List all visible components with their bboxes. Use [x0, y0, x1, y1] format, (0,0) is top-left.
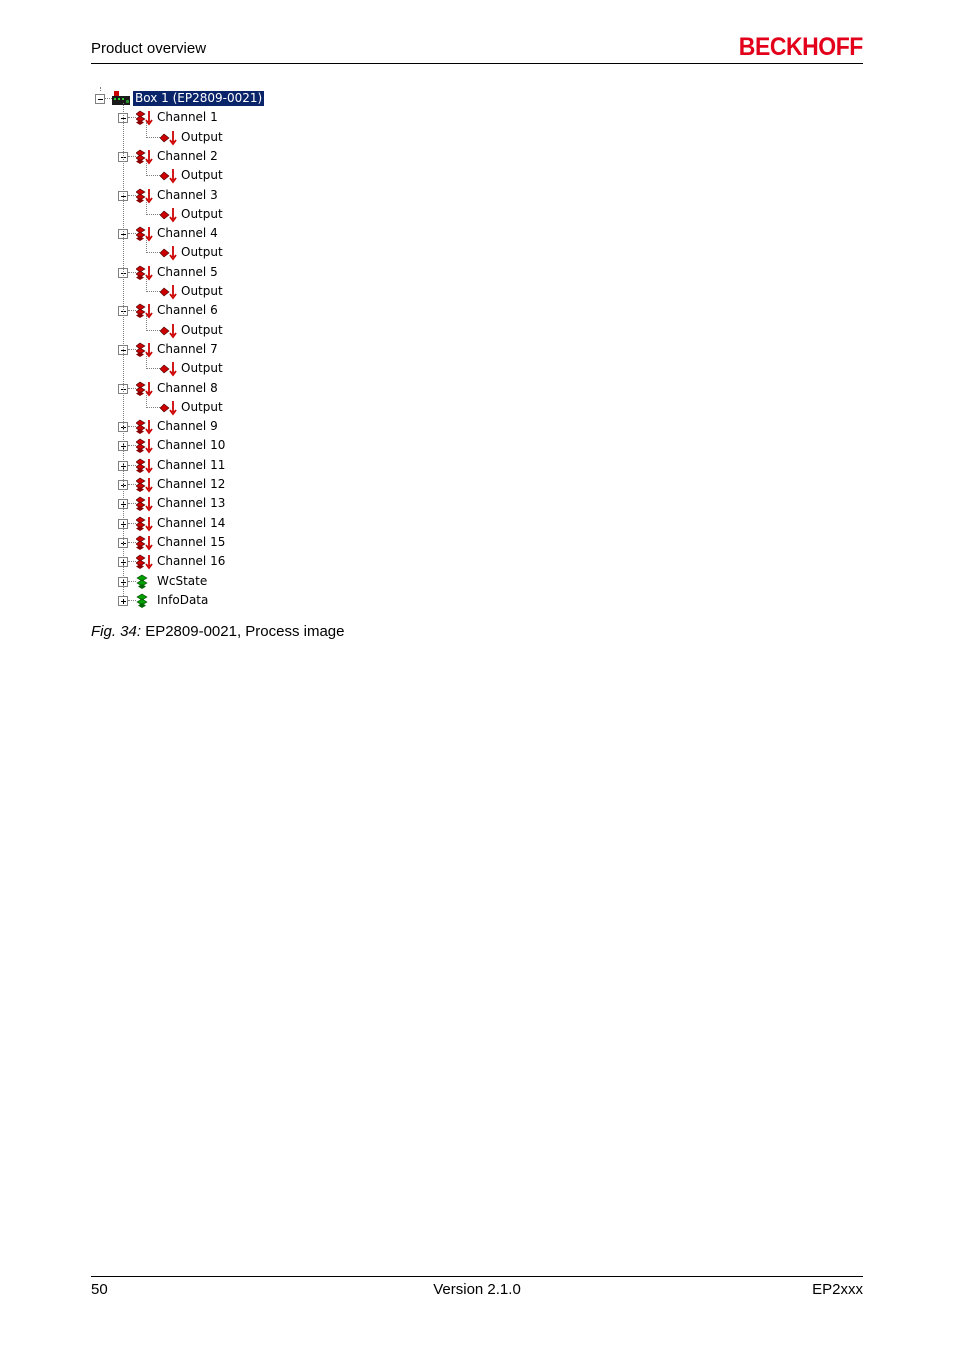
tree-item-channel-12[interactable]: [90, 475, 290, 494]
tree-connector: [128, 445, 136, 446]
tree-node-label: Output: [181, 284, 223, 298]
output-channel-icon: [136, 265, 154, 281]
tree-node-label: WcState: [157, 573, 208, 588]
output-channel-icon: [136, 226, 154, 242]
tree-connector: [146, 175, 160, 176]
output-channel-icon: [136, 554, 154, 570]
tree-node-label: Channel 14: [157, 515, 226, 530]
output-channel-icon: [136, 419, 154, 435]
beckhoff-logo: BECKHOFF: [738, 33, 863, 61]
tree-item-output-6[interactable]: [90, 321, 290, 340]
tree-node-label: Output: [181, 168, 223, 183]
output-variable-icon: [160, 323, 178, 339]
tree-item-channel-9[interactable]: [90, 417, 290, 436]
tree-connector: [128, 484, 136, 485]
output-channel-icon: [136, 496, 154, 512]
tree-node-label: Channel 4: [157, 226, 218, 241]
tree-item-wcstate[interactable]: [90, 572, 290, 591]
tree-item-channel-4[interactable]: [90, 224, 290, 243]
tree-connector: [128, 195, 136, 196]
tree-item-output-3[interactable]: [90, 205, 290, 224]
tree-branch-line: [146, 200, 147, 215]
tree-item-channel-1[interactable]: [90, 108, 290, 127]
tree-node-label: Box 1 (EP2809-0021): [135, 91, 263, 105]
tree-node-label: InfoData: [157, 592, 209, 607]
footer-version: Version 2.1.0: [433, 1281, 521, 1298]
output-channel-icon: [136, 438, 154, 454]
output-channel-icon: [136, 188, 154, 204]
tree-node-label: Channel 10: [157, 438, 226, 453]
tree-item-channel-10[interactable]: [90, 436, 290, 455]
tree-branch-line: [146, 393, 147, 408]
tree-item-channel-16[interactable]: [90, 552, 290, 571]
tree-branch-line: [146, 277, 147, 292]
output-channel-icon: [136, 458, 154, 474]
tree-node-label: Output: [181, 361, 223, 376]
output-channel-icon: [136, 516, 154, 532]
output-channel-icon: [136, 381, 154, 397]
output-channel-icon: [136, 535, 154, 551]
output-variable-icon: [160, 207, 178, 223]
tree-connector: [128, 233, 136, 234]
output-channel-icon: [136, 477, 154, 493]
expand-icon[interactable]: [118, 596, 128, 606]
tree-node-label: Channel 2: [157, 148, 218, 163]
tree-node-label: Channel 12: [157, 477, 226, 491]
figure-caption-text: EP2809-0021, Process image: [145, 623, 345, 640]
footer-page-number: 50: [91, 1281, 108, 1298]
tree-item-channel-14[interactable]: [90, 514, 290, 533]
output-variable-icon: [160, 361, 178, 377]
tree-connector: [128, 581, 136, 582]
process-image-tree: [90, 89, 290, 614]
tree-item-channel-15[interactable]: [90, 533, 290, 552]
tree-connector: [128, 600, 136, 601]
status-variable-icon: [136, 574, 154, 590]
tree-item-channel-2[interactable]: [90, 147, 290, 166]
figure-caption-label: Fig. 34:: [91, 623, 142, 640]
tree-item-output-2[interactable]: [90, 166, 290, 185]
tree-connector: [128, 310, 136, 311]
tree-connector: [146, 137, 160, 138]
tree-connector: [128, 156, 136, 157]
box-module-icon: [112, 91, 130, 107]
tree-connector: [146, 330, 160, 331]
header-rule: [91, 63, 863, 64]
tree-connector: [128, 349, 136, 350]
tree-branch-line: [146, 354, 147, 369]
tree-node-label: Output: [181, 245, 223, 260]
output-variable-icon: [160, 168, 178, 184]
tree-connector: [128, 117, 136, 118]
collapse-icon[interactable]: [95, 94, 105, 104]
output-channel-icon: [136, 110, 154, 126]
output-channel-icon: [136, 303, 154, 319]
tree-node-label: Output: [181, 129, 223, 144]
tree-item-channel-11[interactable]: [90, 456, 290, 475]
tree-connector: [146, 407, 160, 408]
tree-node-label: Channel 15: [157, 534, 226, 549]
tree-item-infodata[interactable]: [90, 591, 290, 610]
tree-connector: [128, 503, 136, 504]
tree-item-channel-3[interactable]: [90, 186, 290, 205]
tree-item-output-1[interactable]: [90, 128, 290, 147]
output-variable-icon: [160, 284, 178, 300]
tree-node-label: Output: [181, 206, 223, 221]
footer-rule: [91, 1276, 863, 1277]
tree-connector: [128, 542, 136, 543]
tree-item-output-5[interactable]: [90, 282, 290, 301]
tree-node-label: Channel 11: [157, 457, 226, 472]
output-variable-icon: [160, 245, 178, 261]
tree-branch-line: [146, 122, 147, 137]
output-variable-icon: [160, 130, 178, 146]
tree-node-label: Channel 13: [157, 496, 226, 511]
tree-top-line: [100, 87, 101, 91]
tree-node-label: Channel 3: [157, 187, 218, 202]
status-variable-icon: [136, 593, 154, 609]
tree-node-label: Output: [181, 399, 223, 414]
tree-connector: [128, 426, 136, 427]
tree-branch-line: [146, 315, 147, 330]
tree-node-label: Channel 7: [157, 341, 218, 356]
output-channel-icon: [136, 149, 154, 165]
tree-connector: [128, 388, 136, 389]
tree-node-label: Channel 9: [157, 419, 218, 434]
tree-node-label: Channel 5: [157, 264, 218, 279]
tree-node-label: Channel 8: [157, 380, 218, 395]
tree-connector: [146, 291, 160, 292]
tree-branch-line: [146, 161, 147, 176]
tree-item-output-4[interactable]: [90, 243, 290, 262]
tree-item-channel-5[interactable]: [90, 263, 290, 282]
tree-item-channel-13[interactable]: [90, 494, 290, 513]
tree-connector: [128, 465, 136, 466]
tree-item-channel-6[interactable]: [90, 301, 290, 320]
tree-connector: [128, 561, 136, 562]
tree-item-channel-7[interactable]: [90, 340, 290, 359]
tree-root-line: [123, 103, 124, 596]
figure-caption: [91, 623, 345, 640]
tree-node-label: Channel 6: [157, 303, 218, 318]
output-channel-icon: [136, 342, 154, 358]
tree-item-channel-8[interactable]: [90, 379, 290, 398]
tree-branch-line: [146, 238, 147, 253]
tree-connector: [146, 368, 160, 369]
tree-item-output-7[interactable]: [90, 359, 290, 378]
tree-item-root[interactable]: [90, 89, 290, 108]
tree-item-output-8[interactable]: [90, 398, 290, 417]
tree-node-label: Channel 1: [157, 110, 218, 125]
tree-node-label: Output: [181, 322, 223, 337]
tree-connector: [128, 272, 136, 273]
tree-connector: [146, 252, 160, 253]
footer-product: EP2xxx: [812, 1281, 863, 1298]
tree-connector: [128, 523, 136, 524]
tree-connector: [146, 214, 160, 215]
output-variable-icon: [160, 400, 178, 416]
header-section-title: Product overview: [91, 40, 207, 57]
tree-node-label: Channel 16: [157, 554, 226, 569]
tree-connector: [105, 98, 112, 99]
